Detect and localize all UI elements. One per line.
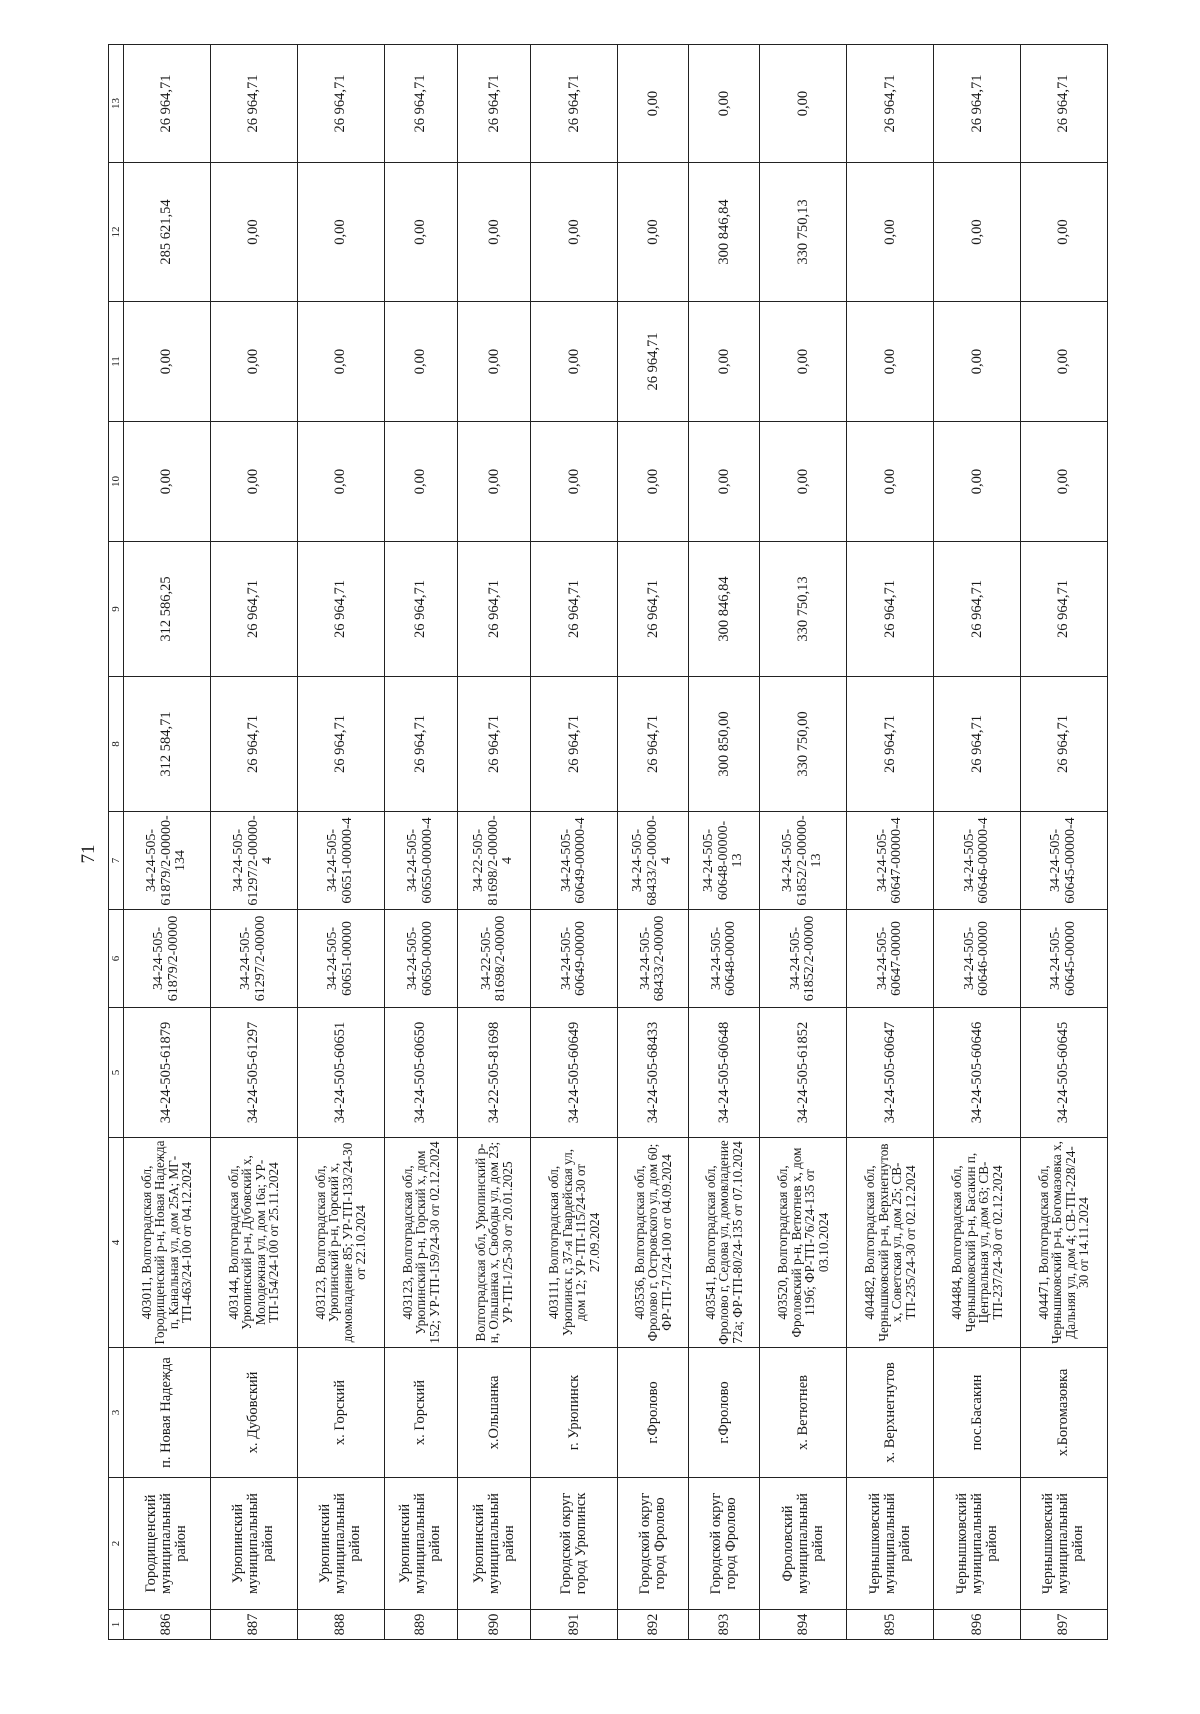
column-header: 5: [109, 1008, 124, 1138]
table-cell: 26 964,71: [847, 45, 934, 163]
column-header: 1: [109, 1610, 124, 1640]
table-cell: 34-24-505-60647-00000-4: [847, 812, 934, 910]
table-cell: 312 584,71: [124, 677, 211, 812]
table-cell: 26 964,71: [384, 45, 457, 163]
table-cell: 0,00: [531, 163, 618, 302]
table-cell: 26 964,71: [531, 45, 618, 163]
table-cell: 34-24-505-68433/2-00000: [618, 910, 689, 1008]
table-cell: 403011, Волгоградская обл, Городищенский р-н, Новая Надежда п, Канальная ул, дом 25А; МГ-ТП-463/24-100 от 04.12.2024: [124, 1138, 211, 1348]
table-cell: 26 964,71: [297, 45, 384, 163]
table-cell: х.Богомазовка: [1020, 1348, 1107, 1478]
table-cell: х. Дубовский: [210, 1348, 297, 1478]
table-cell: 0,00: [934, 163, 1021, 302]
table-cell: 34-24-505-60646-00000-4: [934, 812, 1021, 910]
table-cell: 0,00: [1020, 302, 1107, 422]
table-cell: 0,00: [297, 302, 384, 422]
table-cell: Урюпинский муниципальный район: [384, 1478, 457, 1610]
table-cell: 0,00: [531, 422, 618, 542]
table-cell: 26 964,71: [384, 677, 457, 812]
table-cell: 403123, Волгоградская обл, Урюпинский р-н, Горский х, дом 152; УР-ТП-159/24-30 от 02.12.2024: [384, 1138, 457, 1348]
column-header: 6: [109, 910, 124, 1008]
table-cell: 404471, Волгоградская обл, Чернышковский р-н, Богомазовка х, Дальняя ул, дом 4; СВ-ТП-228/24-30 от 14.11.2024: [1020, 1138, 1107, 1348]
table-row: [847, 45, 934, 1640]
column-header: 9: [109, 542, 124, 677]
table-cell: 887: [210, 1610, 297, 1640]
table-cell: Чернышковский муниципальный район: [934, 1478, 1021, 1610]
table-cell: 300 846,84: [689, 542, 760, 677]
table-cell: 0,00: [689, 302, 760, 422]
data-table: [108, 44, 1108, 1640]
table-cell: 0,00: [297, 422, 384, 542]
table-cell: Городской округ город Урюпинск: [531, 1478, 618, 1610]
table-cell: х. Ветютнев: [760, 1348, 847, 1478]
table-cell: 0,00: [458, 422, 531, 542]
table-cell: 26 964,71: [531, 542, 618, 677]
table-row: [689, 45, 760, 1640]
table-header: [109, 45, 124, 1640]
table-cell: Городской округ город Фролово: [618, 1478, 689, 1610]
table-cell: 888: [297, 1610, 384, 1640]
table-cell: 34-24-505-68433: [618, 1008, 689, 1138]
table-cell: 34-24-505-60651-00000: [297, 910, 384, 1008]
table-cell: 34-24-505-61879/2-00000: [124, 910, 211, 1008]
table-cell: 26 964,71: [384, 542, 457, 677]
table-cell: 26 964,71: [531, 677, 618, 812]
table-cell: Чернышковский муниципальный район: [1020, 1478, 1107, 1610]
table-cell: 0,00: [1020, 163, 1107, 302]
table-cell: 34-24-505-60648-00000-13: [689, 812, 760, 910]
table-cell: х. Верхнегнутов: [847, 1348, 934, 1478]
table-row: [760, 45, 847, 1640]
table-cell: 0,00: [384, 163, 457, 302]
table-cell: 0,00: [689, 45, 760, 163]
table-row: [297, 45, 384, 1640]
table-cell: 26 964,71: [847, 677, 934, 812]
table-cell: 330 750,13: [760, 163, 847, 302]
table-cell: 896: [934, 1610, 1021, 1640]
table-cell: 891: [531, 1610, 618, 1640]
table-cell: 34-22-505-81698: [458, 1008, 531, 1138]
table-cell: 403144, Волгоградская обл, Урюпинский р-н, Дубовский х, Молодежная ул, дом 16а; УР-ТП-154/24-100 от 25.11.2024: [210, 1138, 297, 1348]
table-cell: 0,00: [847, 422, 934, 542]
table-cell: 330 750,13: [760, 542, 847, 677]
table-cell: х.Ольшанка: [458, 1348, 531, 1478]
table-body: [124, 45, 1108, 1640]
table-cell: 34-24-505-60647: [847, 1008, 934, 1138]
table-cell: 893: [689, 1610, 760, 1640]
table-cell: 26 964,71: [458, 677, 531, 812]
table-cell: Чернышковский муниципальный район: [847, 1478, 934, 1610]
table-cell: 404484, Волгоградская обл, Чернышковский р-н, Басакин п, Центральная ул, дом 63; СВ-ТП-237/24-30 от 02.12.2024: [934, 1138, 1021, 1348]
table-cell: Урюпинский муниципальный район: [458, 1478, 531, 1610]
table-cell: 34-24-505-60649: [531, 1008, 618, 1138]
table-cell: Урюпинский муниципальный район: [210, 1478, 297, 1610]
table-cell: 34-24-505-60648-00000: [689, 910, 760, 1008]
column-header: 4: [109, 1138, 124, 1348]
table-cell: 34-24-505-61297/2-00000-4: [210, 812, 297, 910]
table-cell: 34-24-505-60646: [934, 1008, 1021, 1138]
table-cell: 26 964,71: [210, 677, 297, 812]
table-cell: х. Горский: [384, 1348, 457, 1478]
table-cell: 403541, Волгоградская обл, Фролово г, Седова ул, домовладение 72а; ФР-ТП-80/24-135 от 07.10.2024: [689, 1138, 760, 1348]
table-cell: 34-24-505-61297/2-00000: [210, 910, 297, 1008]
table-cell: 0,00: [124, 302, 211, 422]
table-cell: 26 964,71: [934, 542, 1021, 677]
table-cell: 0,00: [618, 422, 689, 542]
column-header: 7: [109, 812, 124, 910]
table-cell: г.Фролово: [689, 1348, 760, 1478]
rotated-table-container: [108, 45, 1108, 1640]
table-cell: г.Фролово: [618, 1348, 689, 1478]
table-cell: 0,00: [384, 302, 457, 422]
table-cell: 312 586,25: [124, 542, 211, 677]
table-cell: 894: [760, 1610, 847, 1640]
table-cell: 897: [1020, 1610, 1107, 1640]
table-cell: 0,00: [847, 302, 934, 422]
table-row: [934, 45, 1021, 1640]
table-cell: п. Новая Надежда: [124, 1348, 211, 1478]
table-cell: 34-24-505-60646-00000: [934, 910, 1021, 1008]
table-cell: 404482, Волгоградская обл, Чернышковский р-н, Верхнегнутов х, Советская ул, дом 25; СВ-ТП-235/24-30 от 02.12.2024: [847, 1138, 934, 1348]
table-cell: 34-24-505-60651-00000-4: [297, 812, 384, 910]
table-cell: 26 964,71: [297, 542, 384, 677]
table-cell: 0,00: [458, 302, 531, 422]
table-cell: пос.Басакин: [934, 1348, 1021, 1478]
table-cell: 26 964,71: [934, 45, 1021, 163]
table-cell: 892: [618, 1610, 689, 1640]
table-cell: Фроловский муниципальный район: [760, 1478, 847, 1610]
table-cell: 34-24-505-61852/2-00000-13: [760, 812, 847, 910]
table-cell: 26 964,71: [458, 542, 531, 677]
table-cell: 26 964,71: [124, 45, 211, 163]
table-cell: 403520, Волгоградская обл, Фроловский р-н, Ветютнев х, дом 119б; ФР-ТП-76/24-135 от 03.10.2024: [760, 1138, 847, 1348]
table-row: [384, 45, 457, 1640]
table-cell: г. Урюпинск: [531, 1348, 618, 1478]
table-cell: 0,00: [618, 45, 689, 163]
table-cell: 34-24-505-60648: [689, 1008, 760, 1138]
table-cell: 26 964,71: [618, 302, 689, 422]
table-cell: 26 964,71: [210, 45, 297, 163]
table-cell: 0,00: [297, 163, 384, 302]
column-header: 12: [109, 163, 124, 302]
table-row: [1020, 45, 1107, 1640]
table-cell: 26 964,71: [1020, 45, 1107, 163]
column-header: 13: [109, 45, 124, 163]
table-cell: 34-24-505-61879: [124, 1008, 211, 1138]
table-cell: 34-24-505-61852/2-00000: [760, 910, 847, 1008]
table-row: [618, 45, 689, 1640]
table-cell: 0,00: [210, 163, 297, 302]
table-cell: х. Горский: [297, 1348, 384, 1478]
table-cell: 26 964,71: [297, 677, 384, 812]
table-cell: 26 964,71: [847, 542, 934, 677]
table-cell: 0,00: [618, 163, 689, 302]
table-cell: 26 964,71: [934, 677, 1021, 812]
table-cell: Волгоградская обл, Урюпинский р-н, Ольшанка х, Свободы ул, дом 23; УР-ТП-1/25-30 от 20.01.2025: [458, 1138, 531, 1348]
table-cell: 34-24-505-61297: [210, 1008, 297, 1138]
table-cell: 34-24-505-60649-00000: [531, 910, 618, 1008]
table-cell: 0,00: [384, 422, 457, 542]
table-row: [458, 45, 531, 1640]
table-cell: 0,00: [934, 422, 1021, 542]
table-cell: 26 964,71: [618, 677, 689, 812]
table-cell: 26 964,71: [210, 542, 297, 677]
table-cell: 34-22-505-81698/2-00000-4: [458, 812, 531, 910]
table-cell: 895: [847, 1610, 934, 1640]
column-header: 11: [109, 302, 124, 422]
column-header: 10: [109, 422, 124, 542]
table-cell: 0,00: [934, 302, 1021, 422]
table-cell: Урюпинский муниципальный район: [297, 1478, 384, 1610]
table-cell: 0,00: [760, 302, 847, 422]
column-header: 8: [109, 677, 124, 812]
table-cell: 0,00: [847, 163, 934, 302]
table-cell: 34-24-505-61852: [760, 1008, 847, 1138]
table-cell: 0,00: [1020, 422, 1107, 542]
column-header: 3: [109, 1348, 124, 1478]
table-cell: 0,00: [210, 422, 297, 542]
table-cell: Городской округ город Фролово: [689, 1478, 760, 1610]
table-row: [210, 45, 297, 1640]
table-cell: 26 964,71: [618, 542, 689, 677]
table-cell: 34-24-505-60649-00000-4: [531, 812, 618, 910]
table-cell: 0,00: [689, 422, 760, 542]
table-cell: 0,00: [760, 45, 847, 163]
table-cell: 0,00: [458, 163, 531, 302]
table-cell: 34-24-505-60645: [1020, 1008, 1107, 1138]
table-cell: 300 846,84: [689, 163, 760, 302]
table-cell: 26 964,71: [1020, 677, 1107, 812]
table-cell: 34-24-505-60647-00000: [847, 910, 934, 1008]
table-cell: 403111, Волгоградская обл, Урюпинск г, 37-я Гвардейская ул, дом 12; УР-ТП-115/24-30 от 27.09.2024: [531, 1138, 618, 1348]
table-cell: 890: [458, 1610, 531, 1640]
table-cell: 34-24-505-60651: [297, 1008, 384, 1138]
table-cell: 285 621,54: [124, 163, 211, 302]
table-cell: 330 750,00: [760, 677, 847, 812]
table-cell: 26 964,71: [1020, 542, 1107, 677]
table-cell: 0,00: [531, 302, 618, 422]
table-cell: 34-24-505-60650: [384, 1008, 457, 1138]
table-cell: 403123, Волгоградская обл, Урюпинский р-н, Горский х, домовладение 85; УР-ТП-133/24-30 от 22.10.2024: [297, 1138, 384, 1348]
table-row: [124, 45, 211, 1640]
table-cell: 34-22-505-81698/2-00000: [458, 910, 531, 1008]
table-cell: 34-24-505-60645-00000-4: [1020, 812, 1107, 910]
table-cell: 34-24-505-60650-00000: [384, 910, 457, 1008]
table-cell: 0,00: [124, 422, 211, 542]
page-number: 71: [78, 844, 99, 864]
table-cell: Городищенский муниципальный район: [124, 1478, 211, 1610]
table-row: [531, 45, 618, 1640]
table-cell: 34-24-505-60645-00000: [1020, 910, 1107, 1008]
table-cell: 34-24-505-68433/2-00000-4: [618, 812, 689, 910]
table-cell: 34-24-505-61879/2-00000-134: [124, 812, 211, 910]
table-cell: 0,00: [760, 422, 847, 542]
table-cell: 0,00: [210, 302, 297, 422]
table-cell: 34-24-505-60650-00000-4: [384, 812, 457, 910]
table-cell: 403536, Волгоградская обл, Фролово г, Островского ул, дом 60; ФР-ТП-71/24-100 от 04.09.2024: [618, 1138, 689, 1348]
table-cell: 886: [124, 1610, 211, 1640]
table-cell: 889: [384, 1610, 457, 1640]
column-header: 2: [109, 1478, 124, 1610]
table-cell: 300 850,00: [689, 677, 760, 812]
table-cell: 26 964,71: [458, 45, 531, 163]
